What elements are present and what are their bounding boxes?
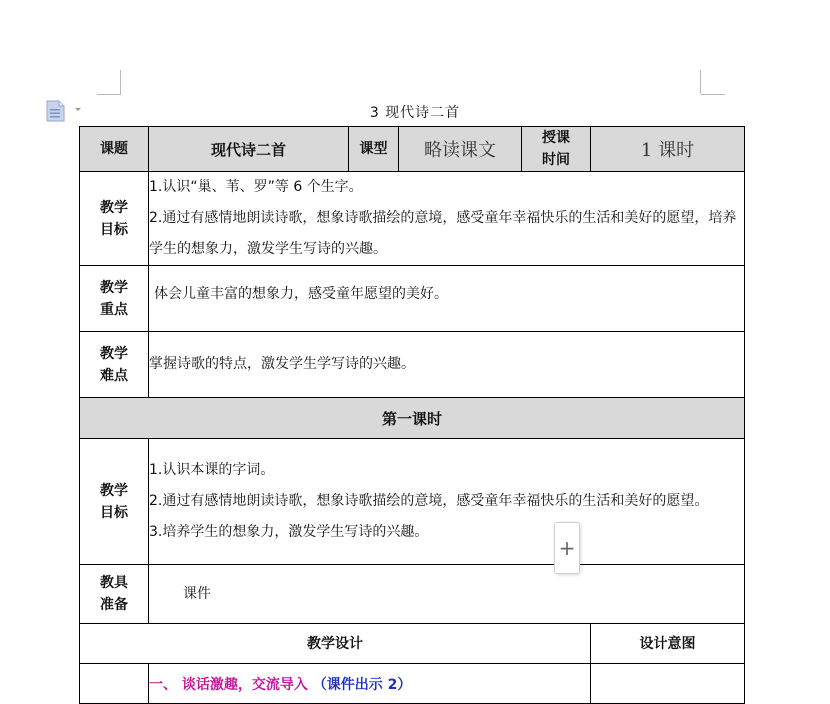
plus-icon: + (558, 536, 576, 560)
cell-label-time (522, 127, 591, 172)
table-row (80, 266, 745, 332)
table-row (80, 172, 745, 266)
table-row (80, 624, 745, 664)
time-label-text: 授课时间 (542, 130, 570, 168)
table-row (80, 439, 745, 565)
lesson-goal-line-1: 1.认识本课的字词。 (149, 462, 275, 478)
design-heading: 教学设计 (80, 624, 591, 664)
lesson-goal-line-3: 3.培养学生的想象力，激发学生写诗的兴趣。 (149, 524, 429, 540)
crop-mark-top-left (120, 70, 121, 94)
table-row (80, 565, 745, 624)
focus-label-text: 教学重点 (100, 279, 128, 318)
cell-goals (149, 172, 745, 266)
cell-focus: 体会儿童丰富的想象力，感受童年愿望的美好。 (149, 266, 745, 332)
table-row (80, 127, 745, 172)
crop-mark-top-right-h (701, 94, 725, 95)
table-row (80, 332, 745, 398)
cell-tools: 课件 (149, 565, 745, 624)
goal-line-2: 2.通过有感情地朗读诗歌，想象诗歌描绘的意境，感受童年幸福快乐的生活和美好的愿望，培养学生的想象力，激发学生写诗的兴趣。 (149, 210, 737, 257)
lesson-goal-line-2: 2.通过有感情地朗读诗歌，想象诗歌描绘的意境，感受童年幸福快乐的生活和美好的愿望。 (149, 493, 709, 509)
first-lesson-heading: 第一课时 (80, 398, 745, 439)
goals-label-text: 教学目标 (100, 199, 128, 238)
section-1-hint: （课件出示 2） (312, 676, 412, 693)
crop-mark-top-right (700, 70, 701, 94)
cell-label-goals (80, 172, 149, 266)
cell-label-focus (80, 266, 149, 332)
intent-heading: 设计意图 (591, 624, 745, 664)
crop-mark-top-left-h (97, 94, 121, 95)
cell-label-type: 课型 (349, 127, 399, 172)
cell-time-value: 1 课时 (591, 127, 745, 172)
lesson-plan-table (79, 126, 745, 704)
page-title: 3 现代诗二首 (369, 105, 461, 121)
cell-topic-value: 现代诗二首 (149, 127, 349, 172)
cell-lesson-goals (149, 439, 745, 565)
cell-label-tools (80, 565, 149, 624)
cell-label-difficulty (80, 332, 149, 398)
cell-label-lesson-goals (80, 439, 149, 565)
lesson-goals-label-text: 教学目标 (100, 482, 128, 521)
goal-line-1: 1.认识“巢、苇、罗”等 6 个生字。 (149, 179, 363, 195)
difficulty-label-text: 教学难点 (100, 345, 128, 384)
add-block-button[interactable] (554, 522, 580, 574)
cell-difficulty: 掌握诗歌的特点，激发学生学写诗的兴趣。 (149, 332, 745, 398)
tools-label-text: 教具准备 (100, 575, 128, 613)
table-row (80, 398, 745, 439)
cell-label-topic: 课题 (80, 127, 149, 172)
section-1-text: 一、 谈话激趣，交流导入 (149, 676, 308, 693)
cell-type-value: 略读课文 (399, 127, 522, 172)
